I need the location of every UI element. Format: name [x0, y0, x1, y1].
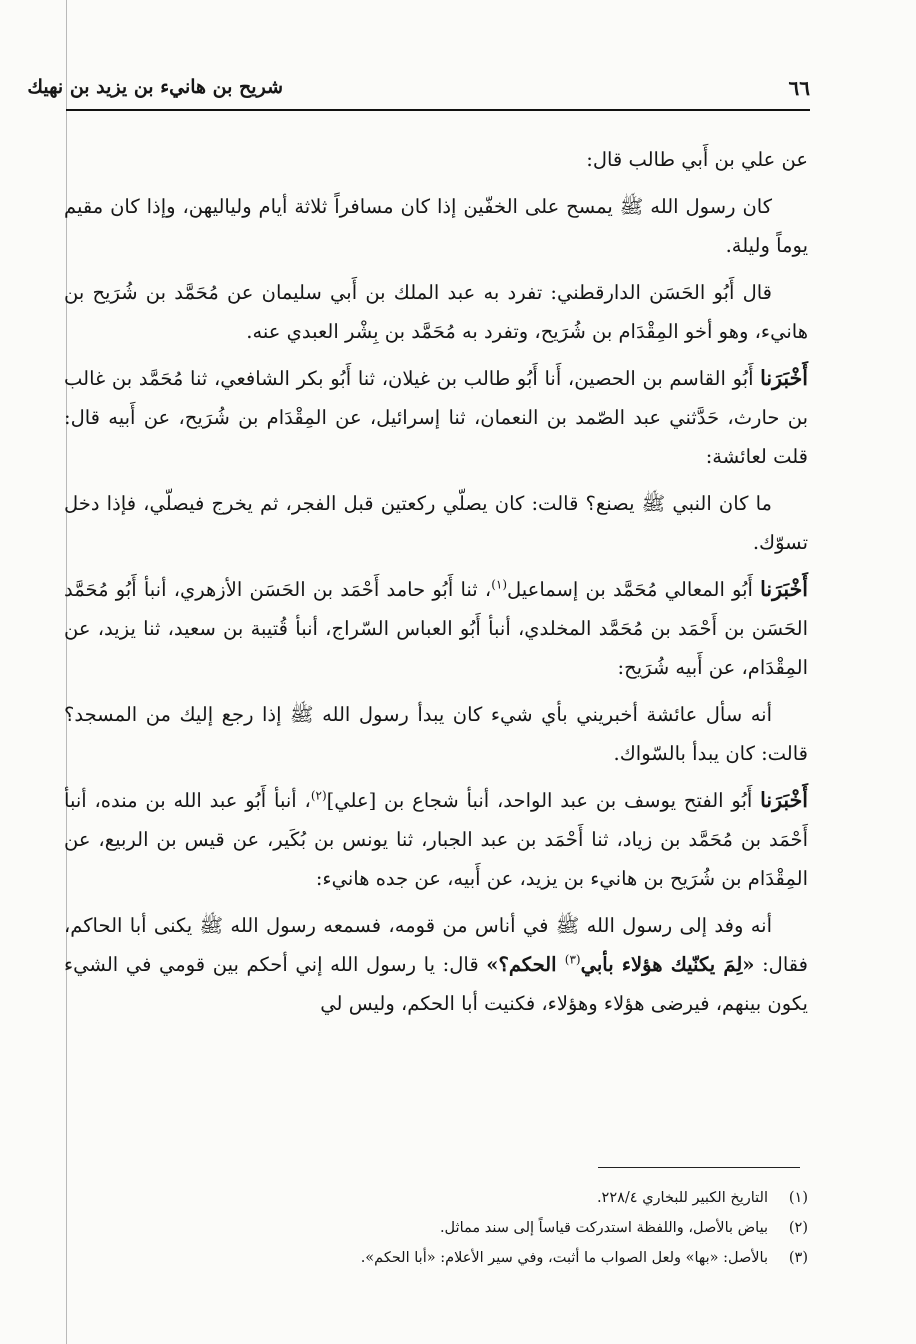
- hadith-quote: «لِمَ يكنّيك هؤلاء بأبي: [580, 953, 755, 976]
- footnote-number: (١): [788, 1190, 808, 1206]
- paragraph-1-text: عن علي بن أَبي طالب قال:: [586, 148, 808, 171]
- running-title: شريح بن هانيء بن يزيد بن نهيك: [27, 76, 283, 98]
- header-rule: [66, 109, 810, 111]
- footnote-number: (٣): [788, 1250, 808, 1266]
- page-header: [27, 74, 810, 104]
- paragraph-5: [64, 484, 808, 562]
- paragraph-9-text: أنه وفد إلى رسول الله ﷺ في أناس من قومه، فسمعه رسول الله ﷺ يكنى أبا الحاكم، فقال:: [64, 914, 808, 976]
- paragraph-6: [64, 570, 808, 687]
- akhbarana-keyword: أَخْبَرَنا: [760, 788, 808, 812]
- footnotes: [200, 1183, 808, 1273]
- paragraph-3-text: قال أَبُو الحَسَن الدارقطني: تفرد به عبد الملك بن أَبي سليمان عن مُحَمَّد بن شُرَيح بن هانيء، وهو أخو المِقْدَام بن شُرَيح، وتفرد به مُحَمَّد بن بِشْر العبدي عنه.: [64, 281, 808, 343]
- footnote-text: التاريخ الكبير للبخاري ٢٢٨/٤.: [596, 1190, 768, 1206]
- paragraph-7-text: أنه سأل عائشة أخبريني بأي شيء كان يبدأ رسول الله ﷺ إذا رجع إليك من المسجد؟ قالت: كان يبدأ بالسّواك.: [64, 703, 808, 765]
- footnote-2: [200, 1213, 808, 1243]
- paragraph-2-text: كان رسول الله ﷺ يمسح على الخفّين إذا كان مسافراً ثلاثة أيام ولياليهن، وإذا كان مقيم يوماً وليلة.: [64, 195, 808, 257]
- hadith-quote-cont: الحكم؟»: [486, 953, 565, 976]
- paragraph-2: [64, 187, 808, 265]
- footnote-text: بياض بالأصل، واللفظة استدركت قياساً إلى سند مماثل.: [439, 1220, 768, 1236]
- paragraph-6-text-cont: ، ثنا أَبُو حامد أَحْمَد بن الحَسَن الأزهري، أنبأ أَبُو مُحَمَّد الحَسَن بن أَحْمَد بن مُحَمَّد المخلدي، أنبأ أَبُو العباس السّراج، أنبأ قُتيبة بن سعيد، ثنا يزيد، عن المِقْدَام، عن أَبيه شُرَيح:: [64, 578, 808, 679]
- footnote-separator: [598, 1167, 800, 1168]
- paragraph-4: [64, 359, 808, 476]
- footnote-ref-1[interactable]: (١): [491, 577, 508, 592]
- paragraph-3: [64, 273, 808, 351]
- paragraph-8-text-cont: ، أنبأ أَبُو عبد الله بن منده، أنبأ أَحْمَد بن مُحَمَّد بن زياد، ثنا أَحْمَد بن عبد الجبار، ثنا يونس بن بُكَير، عن قيس بن الربيع، عن المِقْدَام بن شُرَيح بن هانيء بن يزيد، عن أَبيه، عن جده هانيء:: [64, 789, 808, 890]
- footnote-ref-2[interactable]: (٢): [310, 788, 327, 803]
- footnote-1: [200, 1183, 808, 1213]
- akhbarana-keyword: أَخْبَرَنا: [760, 366, 808, 390]
- footnote-text: بالأصل: «بها» ولعل الصواب ما أثبت، وفي سير الأعلام: «أبا الحكم».: [360, 1250, 768, 1266]
- paragraph-1: [64, 140, 808, 179]
- footnote-ref-3[interactable]: (٣): [564, 952, 581, 967]
- paragraph-9: [64, 906, 808, 1023]
- main-text: [64, 140, 808, 1031]
- page-number: ٦٦: [788, 76, 810, 100]
- paragraph-4-text: أَبُو القاسم بن الحصين، أَنا أَبُو طالب بن غيلان، ثنا أَبُو بكر الشافعي، ثنا مُحَمَّد بن غالب بن حارث، حَدَّثني عبد الصّمد بن النعمان، ثنا إسرائيل، عن المِقْدَام بن شُرَيح، عن أَبيه قال: قلت لعائشة:: [64, 367, 808, 468]
- footnote-number: (٢): [788, 1220, 808, 1236]
- paragraph-5-text: ما كان النبي ﷺ يصنع؟ قالت: كان يصلّي ركعتين قبل الفجر، ثم يخرج فيصلّي، فإذا دخل تسوّك.: [64, 492, 808, 554]
- akhbarana-keyword: أَخْبَرَنا: [760, 577, 808, 601]
- footnote-3: [200, 1243, 808, 1273]
- paragraph-6-text: أَبُو المعالي مُحَمَّد بن إسماعيل: [507, 578, 761, 601]
- paragraph-8: [64, 781, 808, 898]
- paragraph-9-text-cont: قال: يا رسول الله إني أحكم بين قومي في الشيء يكون بينهم، فيرضى هؤلاء وهؤلاء، فكنيت أبا الحكم، وليس لي: [64, 953, 808, 1015]
- paragraph-7: [64, 695, 808, 773]
- paragraph-8-text: أَبُو الفتح يوسف بن عبد الواحد، أنبأ شجاع بن [علي]: [326, 789, 761, 812]
